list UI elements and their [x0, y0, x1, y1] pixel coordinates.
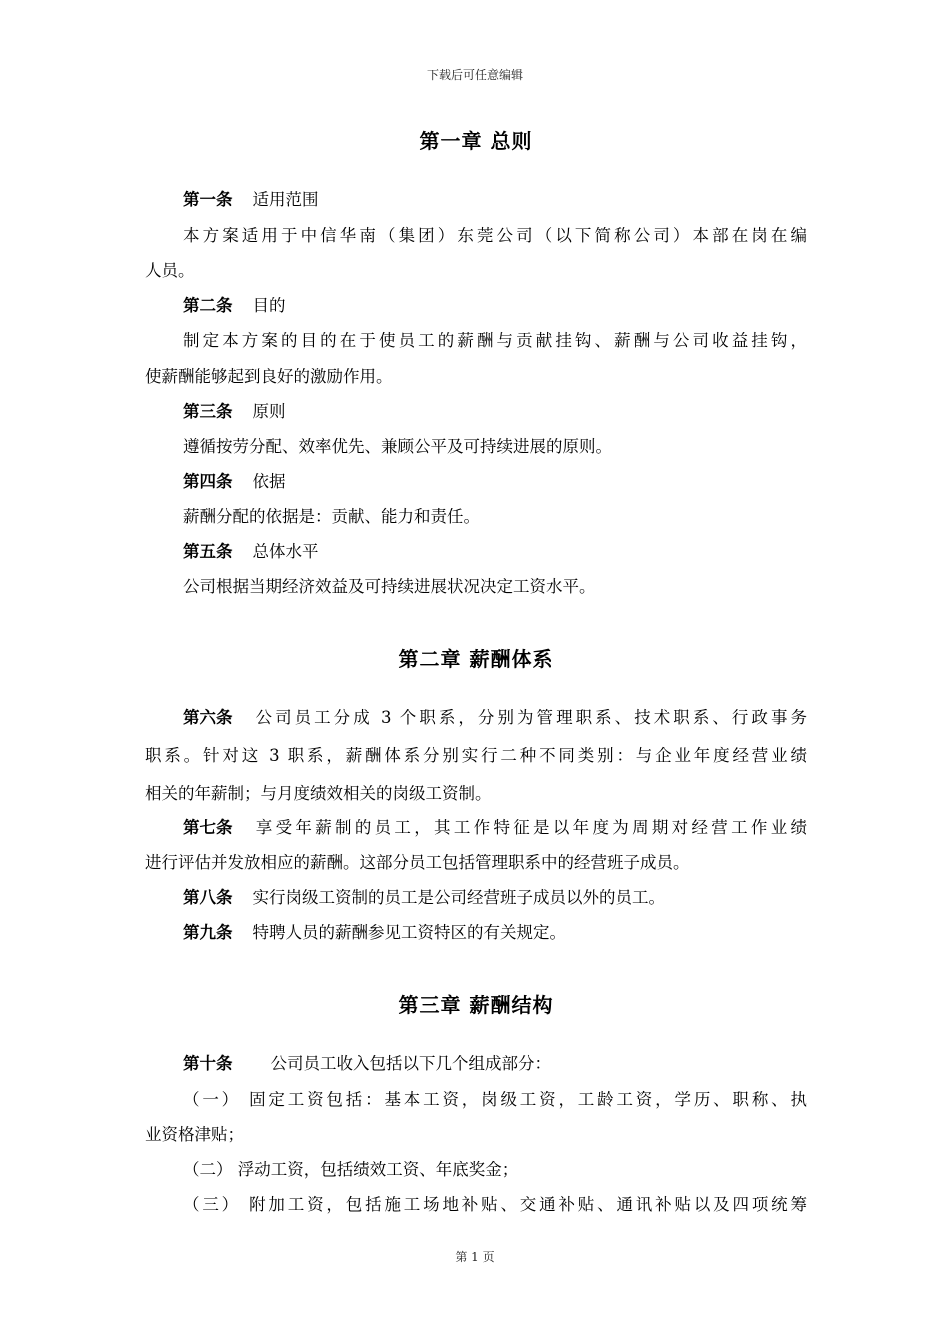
- article-2-label: 第二条: [183, 296, 233, 315]
- article-2-heading: [145, 295, 807, 317]
- chapter-1-title: 第一章 总则: [419, 129, 533, 153]
- article-9-text-1: 特聘人员的薪酬参见工资特区的有关规定。: [252, 923, 566, 942]
- article-1-label: 第一条: [183, 190, 233, 209]
- article-7-line-2: 进行评估并发放相应的薪酬。这部分员工包括管理职系中的经营班子成员。: [145, 853, 690, 872]
- article-5-heading: [145, 541, 807, 563]
- article-6-text-1: 公司员工分成 3 个职系，分别为管理职系、技术职系、行政事务: [252, 708, 807, 727]
- chapter-2-title: 第二章 薪酬体系: [398, 647, 554, 671]
- article-6-line-2: 职系。针对这 3 职系，薪酬体系分别实行二种不同类别：与企业年度经营业绩: [145, 746, 807, 765]
- article-8-line-1: [145, 887, 807, 909]
- article-2-title: 目的: [252, 296, 286, 315]
- article-8-text-1: 实行岗级工资制的员工是公司经营班子成员以外的员工。: [252, 888, 665, 907]
- article-3-body-line-1: 遵循按劳分配、效率优先、兼顾公平及可持续进展的原则。: [183, 437, 612, 456]
- header-note: 下载后可任意编辑: [426, 68, 523, 82]
- article-8-label: 第八条: [183, 888, 233, 907]
- article-2-body-line-2: 使薪酬能够起到良好的激励作用。: [145, 367, 393, 386]
- article-6-label: 第六条: [183, 708, 233, 727]
- article-6-line-1: [145, 707, 807, 729]
- article-3-label: 第三条: [183, 402, 233, 421]
- article-2-body-line-1: 制定本方案的目的在于使员工的薪酬与贡献挂钩、薪酬与公司收益挂钩，: [183, 331, 807, 350]
- page-number: 第 1 页: [455, 1250, 495, 1264]
- item-2-line-1: （二） 浮动工资，包括绩效工资、年底奖金；: [183, 1160, 519, 1179]
- article-7-line-1: [145, 817, 807, 839]
- article-5-label: 第五条: [183, 542, 233, 561]
- article-3-heading: [145, 401, 807, 423]
- article-4-heading: [145, 471, 807, 493]
- article-5-title: 总体水平: [252, 542, 319, 561]
- article-1-body-line-2: 人员。: [145, 261, 195, 280]
- chapter-3-title: 第三章 薪酬结构: [398, 993, 554, 1017]
- article-1-body-line-1: 本方案适用于中信华南（集团）东莞公司（以下简称公司）本部在岗在编: [183, 226, 807, 245]
- article-4-body-line-1: 薪酬分配的依据是：贡献、能力和责任。: [183, 507, 480, 526]
- item-1-line-2: 业资格津贴；: [145, 1125, 244, 1144]
- item-3-line-1: （三） 附加工资，包括施工场地补贴、交通补贴、通讯补贴以及四项统筹: [183, 1195, 807, 1214]
- article-5-body-line-1: 公司根据当期经济效益及可持续进展状况决定工资水平。: [183, 577, 596, 596]
- article-1-heading: [145, 189, 807, 211]
- article-10-text-1: 公司员工收入包括以下几个组成部分：: [270, 1054, 551, 1073]
- article-10-line-1: [145, 1053, 807, 1075]
- article-3-title: 原则: [252, 402, 286, 421]
- article-9-label: 第九条: [183, 923, 233, 942]
- article-7-label: 第七条: [183, 818, 233, 837]
- article-7-text-1: 享受年薪制的员工，其工作特征是以年度为周期对经营工作业绩: [252, 818, 807, 837]
- item-1-line-1: （一） 固定工资包括：基本工资，岗级工资，工龄工资，学历、职称、执: [183, 1090, 807, 1109]
- article-4-label: 第四条: [183, 472, 233, 491]
- article-1-title: 适用范围: [252, 190, 319, 209]
- article-10-label: 第十条: [183, 1054, 233, 1073]
- article-4-title: 依据: [252, 472, 286, 491]
- article-9-line-1: [145, 922, 807, 944]
- article-6-line-3: 相关的年薪制；与月度绩效相关的岗级工资制。: [145, 784, 492, 803]
